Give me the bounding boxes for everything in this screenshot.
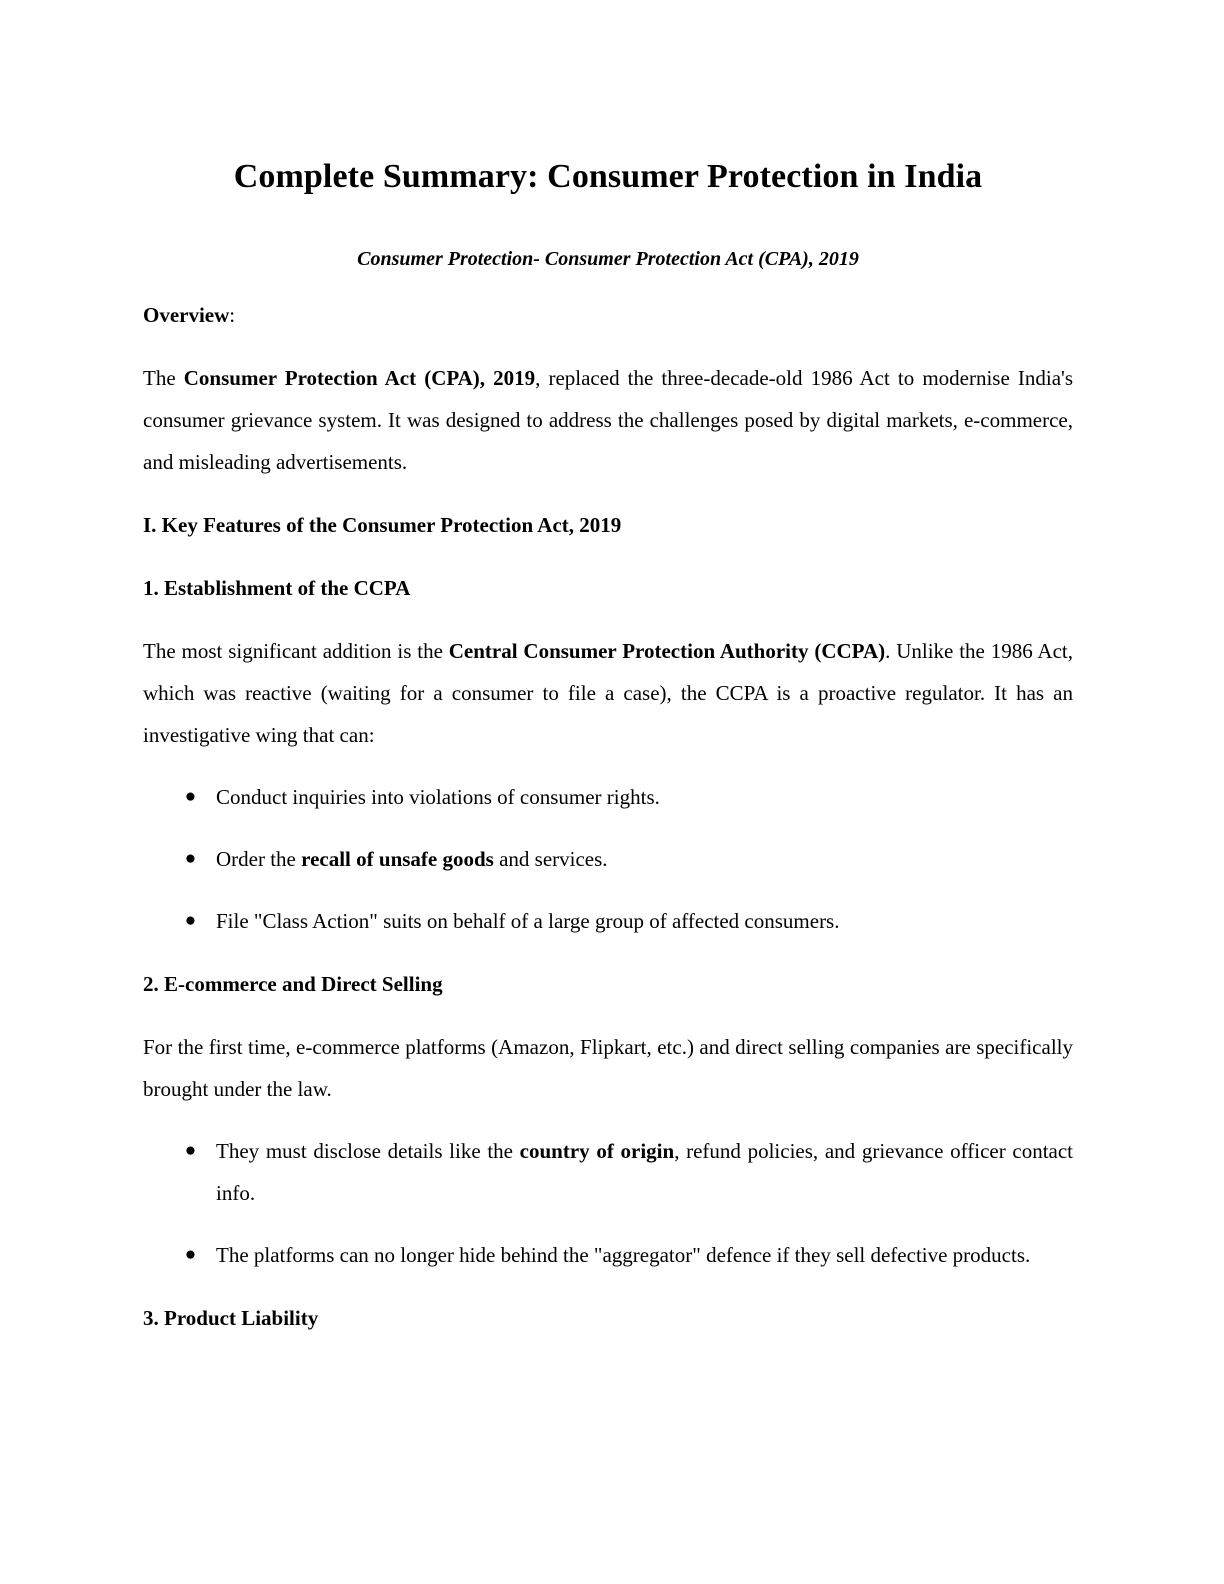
bullet-run-1: The platforms can no longer hide behind the "aggregator" defence if they sell defective products. <box>216 1243 1031 1268</box>
heading-item-2: 2. E-commerce and Direct Selling <box>143 972 443 997</box>
bullet-run-1: They must disclose details like the <box>216 1139 520 1164</box>
heading-overview-colon: : <box>229 303 236 328</box>
heading-item-3: 3. Product Liability <box>143 1306 319 1331</box>
paragraph-item-1 <box>143 609 1073 756</box>
document-content <box>143 0 1073 1339</box>
heading-overview-label: Overview <box>143 303 230 328</box>
list-item <box>143 818 1073 880</box>
heading-item-1: 1. Establishment of the CCPA <box>143 576 411 601</box>
bullet-run-1: Order the <box>216 847 302 872</box>
bullet-run-1: File "Class Action" suits on behalf of a large group of affected consumers. <box>216 909 840 934</box>
bullet-list-ecommerce <box>143 1110 1073 1276</box>
bullet-run-2-bold: recall of unsafe goods <box>301 847 494 872</box>
bullet-icon: ● <box>184 1244 197 1266</box>
item2-run-1: For the first time, e-commerce platforms (Amazon, Flipkart, etc.) and direct selling companies are specifically brought under the law. <box>143 1035 1073 1102</box>
list-item <box>143 880 1073 942</box>
bullet-run-3: and services. <box>493 847 608 872</box>
document-subtitle: Consumer Protection- Consumer Protection Act (CPA), 2019 <box>357 248 859 271</box>
bullet-run-1: Conduct inquiries into violations of consumer rights. <box>216 785 660 810</box>
overview-run-2-bold: Consumer Protection Act (CPA), 2019 <box>183 366 536 391</box>
page-title: Complete Summary: Consumer Protection in India <box>233 158 983 195</box>
item1-run-2-bold: Central Consumer Protection Authority (CCPA) <box>448 639 886 664</box>
heading-key-features: I. Key Features of the Consumer Protection Act, 2019 <box>143 513 622 538</box>
list-item <box>143 1110 1073 1214</box>
bullet-icon: ● <box>184 848 197 870</box>
bullet-run-2-bold: country of origin <box>519 1139 675 1164</box>
paragraph-overview <box>143 336 1073 483</box>
list-item <box>143 1214 1073 1276</box>
bullet-icon: ● <box>184 786 197 808</box>
paragraph-item-2 <box>143 1005 1073 1110</box>
bullet-icon: ● <box>184 1140 197 1162</box>
bullet-icon: ● <box>184 910 197 932</box>
heading-overview <box>143 273 1073 336</box>
list-item <box>143 756 1073 818</box>
item1-run-3: . Unlike the 1986 Act, which was reactive (waiting for a consumer to file a case), the CCPA is a proactive regulator. It has an investigative wing that can: <box>143 639 1073 748</box>
overview-run-1: The <box>143 366 184 391</box>
item1-run-1: The most significant addition is the <box>143 639 449 664</box>
overview-run-3: , replaced the three-decade-old 1986 Act to modernise India's consumer grievance system. It was designed to address the challenges posed by digital markets, e-commerce, and misleading advertisements. <box>143 366 1073 475</box>
bullet-run-3: , refund policies, and grievance officer contact info. <box>216 1139 1074 1206</box>
bullet-list-ccpa-powers <box>143 756 1073 942</box>
